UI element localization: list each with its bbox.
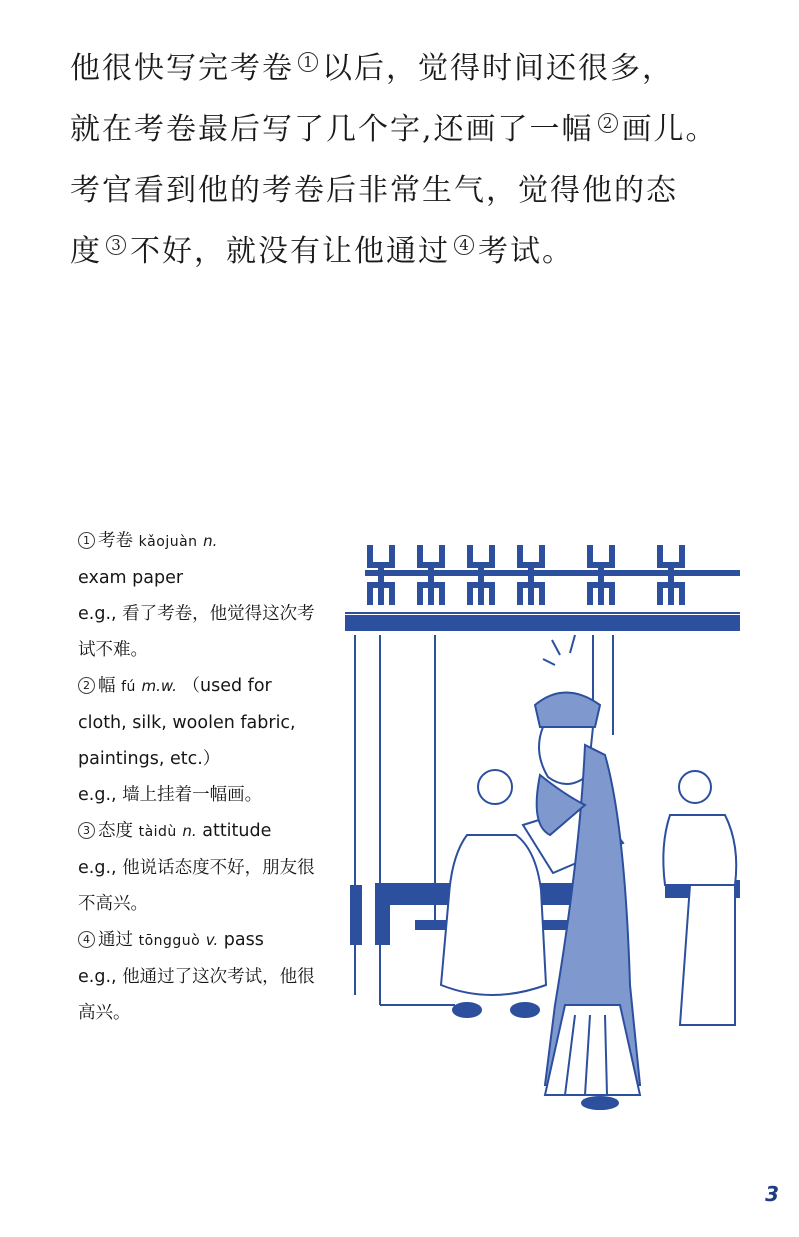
vocabulary-glossary (78, 523, 348, 1031)
story-line-3 (70, 160, 750, 221)
glossary-pos-2: m.w. (141, 677, 177, 695)
exam-hall-drawing (345, 535, 745, 1115)
footnote-marker-1: 1 (298, 52, 318, 72)
story-line-1-text: 他很快写完考卷 (70, 51, 294, 86)
story-line-3-text: 考官看到他的考卷后非常生气，觉得他的态 (70, 173, 678, 208)
glossary-example-1-cont: 试不难。 (78, 640, 148, 660)
glossary-pinyin-1: kǎojuàn (138, 534, 198, 550)
glossary-pinyin-3: tàidù (138, 824, 177, 840)
story-text (70, 38, 750, 282)
glossary-meaning-4: pass (223, 930, 264, 950)
glossary-example-3: e.g., 他说话态度不好，朋友很 (78, 858, 315, 878)
footnote-marker-3: 3 (106, 235, 126, 255)
glossary-entry-1-head (78, 523, 348, 560)
story-line-2-text-b: 画儿。 (621, 112, 718, 147)
glossary-entry-4-head (78, 922, 348, 959)
footnote-marker-4: 4 (454, 235, 474, 255)
story-line-4-text-b: 不好，就没有让他通过 (130, 234, 450, 269)
footnote-marker-2: 2 (598, 113, 618, 133)
glossary-example-3-cont: 不高兴。 (78, 894, 148, 914)
story-line-1 (70, 38, 750, 99)
glossary-pinyin-2: fú (121, 679, 136, 695)
glossary-meaning-3: attitude (202, 821, 272, 841)
glossary-number-1: 1 (78, 532, 95, 549)
glossary-number-4: 4 (78, 931, 95, 948)
glossary-pos-4: v. (205, 931, 219, 949)
story-line-4-text: 度 (70, 234, 102, 269)
glossary-example-2: e.g., 墙上挂着一幅画。 (78, 785, 263, 805)
glossary-word-3: 态度 (98, 821, 133, 841)
story-line-2 (70, 99, 750, 160)
glossary-entry-2-head (78, 668, 348, 705)
glossary-pinyin-4: tōngguò (138, 933, 201, 949)
page-number: 3 (765, 1182, 779, 1206)
story-line-1-text-b: 以后，觉得时间还很多， (322, 51, 674, 86)
glossary-number-3: 3 (78, 822, 95, 839)
glossary-entry-3-head (78, 813, 348, 850)
glossary-example-4: e.g., 他通过了这次考试，他很 (78, 967, 315, 987)
exam-hall-illustration (345, 535, 745, 1119)
glossary-pos-3: n. (182, 822, 197, 840)
roof-beam (345, 615, 740, 631)
glossary-meaning-1: exam paper (78, 568, 184, 588)
lattice-frieze (365, 545, 740, 605)
examiner-official (535, 635, 640, 1109)
glossary-word-2: 幅 (98, 676, 116, 696)
desk (350, 880, 740, 945)
story-line-4-text-c: 考试。 (478, 234, 574, 269)
story-line-2-text: 就在考卷最后写了几个字,还画了一幅 (70, 112, 594, 147)
glossary-word-4: 通过 (98, 930, 133, 950)
glossary-word-1: 考卷 (98, 531, 133, 551)
glossary-meaning-2: （used for (182, 676, 272, 696)
glossary-pos-1: n. (203, 532, 218, 550)
story-line-4 (70, 221, 750, 282)
glossary-example-1: e.g., 看了考卷，他觉得这次考 (78, 604, 315, 624)
glossary-meaning-2-cont: cloth, silk, woolen fabric, (78, 713, 296, 733)
glossary-meaning-2-cont-b: paintings, etc.） (78, 749, 221, 769)
glossary-number-2: 2 (78, 677, 95, 694)
glossary-example-4-cont: 高兴。 (78, 1003, 131, 1023)
